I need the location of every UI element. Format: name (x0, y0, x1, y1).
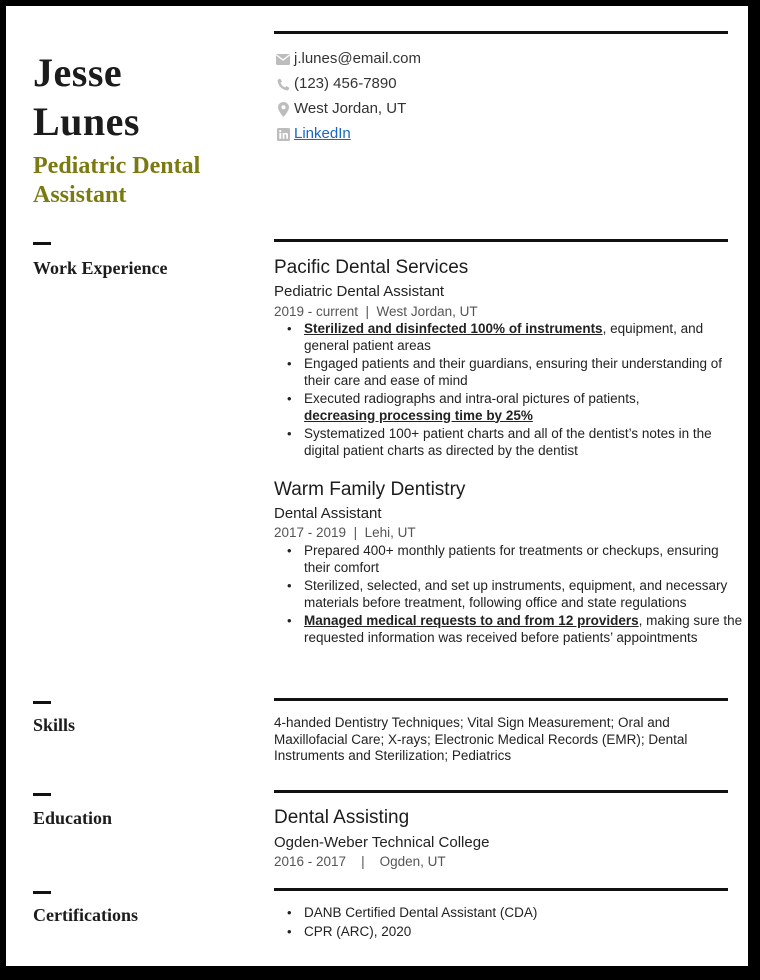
certifications-section-title: Certifications (33, 905, 138, 925)
job-1-bullets (274, 321, 744, 461)
list-item: • Sterilized, selected, and set up instruments, equipment, and necessary materials before treatment, following office and state regulations (304, 578, 744, 611)
education-section-dash (33, 793, 51, 796)
contact-location: West Jordan, UT (275, 99, 406, 119)
list-item: • DANB Certified Dental Assistant (CDA) (304, 905, 744, 922)
certifications-section-rule (274, 888, 728, 891)
email-icon (275, 51, 291, 67)
skills-section-dash (33, 701, 51, 704)
contact-top-rule (274, 31, 728, 34)
list-item: • Systematized 100+ patient charts and all of the dentist’s notes in the digital patient charts as directed by the dentist (304, 426, 744, 459)
list-item: • CPR (ARC), 2020 (304, 924, 744, 941)
list-item: • Prepared 400+ monthly patients for treatments or checkups, ensuring their comfort (304, 543, 744, 576)
job-2-title: Dental Assistant (274, 505, 382, 522)
candidate-name (33, 48, 140, 146)
job-1-title: Pediatric Dental Assistant (274, 283, 445, 300)
location-icon (275, 101, 291, 117)
role-line-1: Pediatric Dental (33, 153, 201, 179)
education-meta: 2016 - 2017 | Ogden, UT (274, 854, 446, 869)
skills-section-rule (274, 698, 728, 701)
work-section-dash (33, 242, 51, 245)
job-2-bullets (274, 543, 744, 648)
last-name: Lunes (33, 99, 140, 144)
education-school: Ogden-Weber Technical College (274, 834, 490, 851)
job-role (33, 152, 200, 210)
role-line-2: Assistant (33, 182, 127, 208)
list-item: • Executed radiographs and intra-oral pictures of patients, decreasing processing time by 25% (304, 391, 744, 424)
contact-linkedin (275, 124, 351, 144)
job-2-company: Warm Family Dentistry (274, 479, 466, 500)
work-section-rule (274, 239, 728, 242)
job-2-meta: 2017 - 2019 | Lehi, UT (274, 525, 416, 540)
resume-page (6, 6, 748, 966)
certifications-section-dash (33, 891, 51, 894)
education-degree: Dental Assisting (274, 807, 410, 828)
linkedin-icon (275, 126, 291, 142)
education-section-rule (274, 790, 728, 793)
first-name: Jesse (33, 50, 123, 95)
linkedin-link[interactable]: LinkedIn (294, 125, 351, 142)
phone-icon (275, 76, 291, 92)
education-section-title: Education (33, 808, 113, 828)
list-item: • Engaged patients and their guardians, ensuring their understanding of their care and ease of mind (304, 356, 744, 389)
certifications-list (274, 905, 744, 942)
work-section-title: Work Experience (33, 258, 168, 278)
list-item: • Sterilized and disinfected 100% of instruments, equipment, and general patient areas (304, 321, 744, 354)
list-item: • Managed medical requests to and from 12 providers, making sure the requested information was received before patients’ appointments (304, 613, 744, 646)
contact-phone: (123) 456-7890 (275, 74, 397, 94)
job-1-company: Pacific Dental Services (274, 257, 469, 278)
contact-email: j.lunes@email.com (275, 49, 421, 69)
skills-text: 4-handed Dentistry Techniques; Vital Sign Measurement; Oral and Maxillofacial Care; X-rays; Electronic Medical Records (EMR); Dental Instruments and Sterilization; Pediatrics (274, 715, 688, 763)
skills-section-title: Skills (33, 715, 76, 735)
job-1-meta: 2019 - current | West Jordan, UT (274, 304, 478, 319)
